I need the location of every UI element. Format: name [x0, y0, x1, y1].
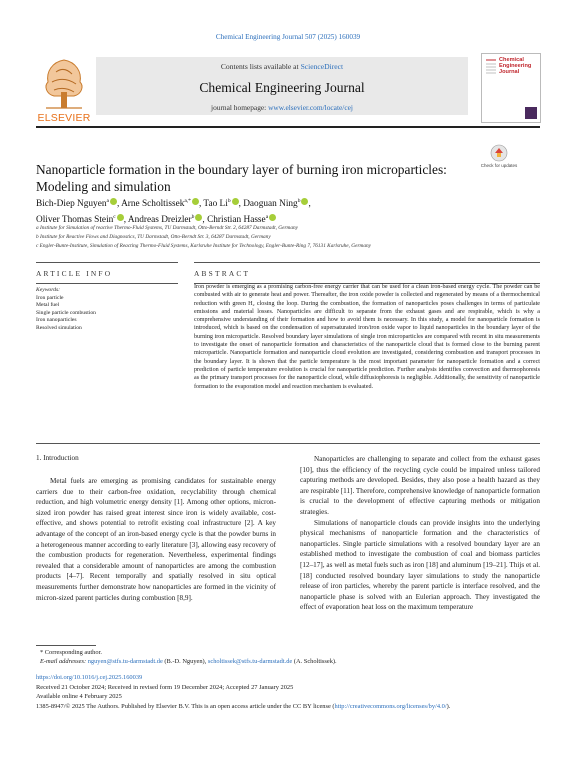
email-link[interactable]: nguyen@stfs.tu-darmstadt.de — [87, 657, 163, 665]
orcid-icon[interactable] — [195, 214, 202, 221]
footnote — [40, 649, 540, 666]
corresponding-author-note: * Corresponding author. — [40, 649, 102, 656]
author-affiliation-mark: a,* — [184, 198, 191, 204]
copyright-line — [36, 703, 546, 710]
journal-homepage — [96, 103, 468, 112]
check-for-updates-label[interactable]: Check for updates — [480, 163, 518, 168]
license-link[interactable]: http://creativecommons.org/licenses/by/4.0/ — [334, 703, 447, 710]
author-name[interactable]: Arne Scholtissek — [121, 199, 185, 210]
cover-title: Chemical Engineering Journal — [499, 57, 532, 75]
keyword: Iron nanoparticles — [36, 317, 77, 324]
contents-line — [96, 62, 468, 71]
homepage-prefix: journal homepage: — [211, 103, 269, 112]
author-name[interactable]: Daoguan Ning — [243, 199, 298, 210]
check-for-updates-icon[interactable] — [484, 143, 514, 173]
affiliation: a Institute for Simulation of reactive Thermo-Fluid Systems, TU Darmstadt, Otto-Berndt Str. 2, 64287 Darmstadt, Germany — [36, 225, 298, 231]
section-rule — [36, 443, 540, 444]
journal-cover-thumbnail[interactable] — [481, 53, 541, 123]
introduction-right-column — [300, 454, 540, 613]
email-label: E-mail addresses: — [40, 657, 88, 665]
author-affiliation-mark: a — [106, 198, 109, 204]
email-addresses — [40, 658, 540, 667]
abstract-text: Iron powder is emerging as a promising carbon-free energy carrier that can be used for a clean iron-based energy cycle. The powder can be combusted with air to generate heat and power. Thereafter, the iron oxide powder is collected and regenerated by means of a thermochemical reduction with green H₂ closing the loop. During the combustion, the formation of nanoparticles poses challenges in terms of particulate emissions and material losses. Nanoparticles are difficult to separate from the exhaust gases and are respirable, which is why a comprehensive understanding of their formation and how to avoid them is necessary. In this study, a model for nanoparticle formation is introduced, which is based on the condensation of supersaturated iron/iron oxide vapor to liquid nanoparticles in the boundary layer of the burning iron microparticle. Resolved boundary layer simulations of single iron microparticles are compared with recent in situ measurements to investigate the onset of nanoparticle formation and characteristics of the nanoparticle cloud that is formed close to the burning parent microparticle. Nanoparticle formation and nanoparticle cloud evolution are investigated, considering combustion and transport processes in the boundary layer. It is shown that the particle temperature is the most important parameter for nanoparticle formation and a correct prediction of particle temperature evolution is crucial for nanoparticle prediction. Further analysis identifies convection and thermophoresis as the primary transport processes for the nanoparticle cloud, while diffusiophoresis is negligible. Additionally, the sensitivity of nanoparticle formation to the evaporation model and reaction mechanism is evaluated. — [194, 284, 540, 390]
author-name[interactable]: Oliver Thomas Stein — [36, 215, 114, 226]
elsevier-wordmark: ELSEVIER — [37, 112, 91, 124]
author-list: Bich-Diep Nguyen$^a$ , Arne Scholtissek$^{a,*}$ , Tao Li$^b$ , Daoguan Ning$^b$ , Oliver Thomas Stein$^c$ , Andreas Dreizler$^b$ , Christian Hasse$^a$ — [36, 198, 311, 226]
footnote-rule — [36, 645, 96, 646]
author-affiliation-mark: b — [297, 198, 301, 204]
homepage-link[interactable]: www.elsevier.com/locate/cej — [268, 103, 353, 112]
copyright-text: 1385-8947/© 2025 The Authors. Published by Elsevier B.V. This is an open access article under the CC BY license ( — [36, 703, 335, 710]
orcid-icon[interactable] — [192, 198, 199, 205]
author-name[interactable]: Tao Li — [203, 199, 228, 210]
copyright-suffix: ). — [446, 703, 451, 710]
keyword: Resolved simulation — [36, 324, 82, 331]
contents-prefix: Contents lists available at — [220, 62, 301, 71]
author-affiliation-mark: b — [227, 198, 231, 204]
author-affiliation-mark: b — [191, 214, 195, 221]
keywords-label: Keywords: — [36, 287, 61, 293]
journal-reference[interactable]: Chemical Engineering Journal 507 (2025) 160039 — [215, 33, 361, 41]
doi-link[interactable]: https://doi.org/10.1016/j.cej.2025.160039 — [36, 674, 143, 681]
keyword: Iron particle — [36, 294, 64, 301]
author-name[interactable]: Bich-Diep Nguyen — [36, 199, 107, 210]
paragraph: Simulations of nanoparticle clouds can provide insights into the underlying physical mechanisms of nanoparticle formation and the characteristics of nanoparticles. Single particle simulations with a resolved boundary layer are an established method to investigate the combustion of coal and biomass particles [12–17], as well as metal fuels such as iron [18] and aluminum [19–21]. Thijs et al. [18] conducted resolved boundary layer simulations to study the nanoparticle release of iron particles, whereby the parent particle is interface resolved, and the nanoparticle phase is solved with an Eulerian approach. They investigated the effect of evaporation heat loss on the maximum temperature — [300, 518, 540, 612]
sciencedirect-link[interactable]: ScienceDirect — [300, 62, 344, 71]
introduction-left-column: Metal fuels are emerging as promising candidates for sustainable energy carriers due to their carbon-free oxidation, recyclability through chemical reduction, and high volumetric energy density [1]. Among other options, micron-sized iron powder has raised great interest since iron is widely available, cost-effective, and shows potential to retrofit existing coal infrastructure [2]. A key advantage of the concept of an iron-based energy cycle is that the powder burns in a heterogeneous manner according to early literature [3], allowing easy recovery of the combustion products for regeneration. Nevertheless, experimental findings revealed that a considerable amount of nanoparticles are among the combustion products [4–7]. Recent temporally and spatially resolved in situ optical measurements further demonstrate how nanoparticles are formed in the vicinity of micron-sized parent particles during combustion [8,9]. — [36, 477, 276, 602]
affiliation: c Engler-Bunte-Institute, Simulation of Reacting Thermo-Fluid Systems, Karlsruhe Institute for Technology, Engler-Bunte-Ring 7, 76131 Karlsruhe, Germany — [36, 243, 372, 249]
journal-title: Chemical Engineering Journal — [199, 80, 365, 95]
cover-decoration-icon — [485, 58, 497, 114]
section-rule — [36, 283, 178, 284]
affiliation-list — [36, 224, 540, 251]
keyword: Metal fuel — [36, 302, 60, 309]
cover-image — [525, 107, 537, 119]
author-affiliation-mark: a — [265, 214, 269, 221]
orcid-icon[interactable] — [110, 198, 117, 205]
author-name[interactable]: Christian Hasse — [207, 215, 266, 226]
orcid-icon[interactable] — [269, 214, 276, 221]
section-rule — [36, 262, 178, 263]
abstract-heading: ABSTRACT — [194, 269, 251, 278]
email-owner: (A. Scholtissek). — [292, 657, 337, 665]
orcid-icon[interactable] — [301, 198, 308, 205]
header-rule — [36, 126, 540, 128]
article-info-heading: ARTICLE INFO — [36, 269, 113, 278]
affiliation: b Institute for Reactive Flows and Diagnostics, TU Darmstadt, Otto-Berndt Str. 3, 64287 Darmstadt, Germany — [36, 234, 271, 240]
author-name[interactable]: Andreas Dreizler — [127, 215, 192, 226]
introduction-heading: 1. Introduction — [36, 454, 79, 462]
keywords-block — [36, 287, 178, 333]
orcid-icon[interactable] — [117, 214, 124, 221]
email-link[interactable]: scholtissek@stfs.tu-darmstadt.de — [207, 657, 293, 665]
online-date: Available online 4 February 2025 — [36, 693, 122, 700]
author-affiliation-mark: c — [113, 214, 116, 221]
keyword: Single particle combustion — [36, 309, 96, 316]
article-title: Nanoparticle formation in the boundary layer of burning iron microparticles: Modeling and simulation — [36, 162, 447, 194]
paragraph: Nanoparticles are challenging to separate and collect from the exhaust gases [10], thus the efficiency of the recycling cycle could be impaired unless tailored capturing methods are developed. Besides, they also pose a health hazard as they are respirable [11]. Therefore, comprehensive knowledge of nanoparticle formation is crucial to the development of effective capturing methods or mitigation strategies. — [300, 455, 540, 516]
received-dates: Received 21 October 2024; Received in revised form 19 December 2024; Accepted 27 January 2025 — [36, 684, 294, 691]
email-owner: (B.-D. Nguyen), — [162, 657, 208, 665]
section-rule — [194, 262, 540, 263]
orcid-icon[interactable] — [232, 198, 239, 205]
